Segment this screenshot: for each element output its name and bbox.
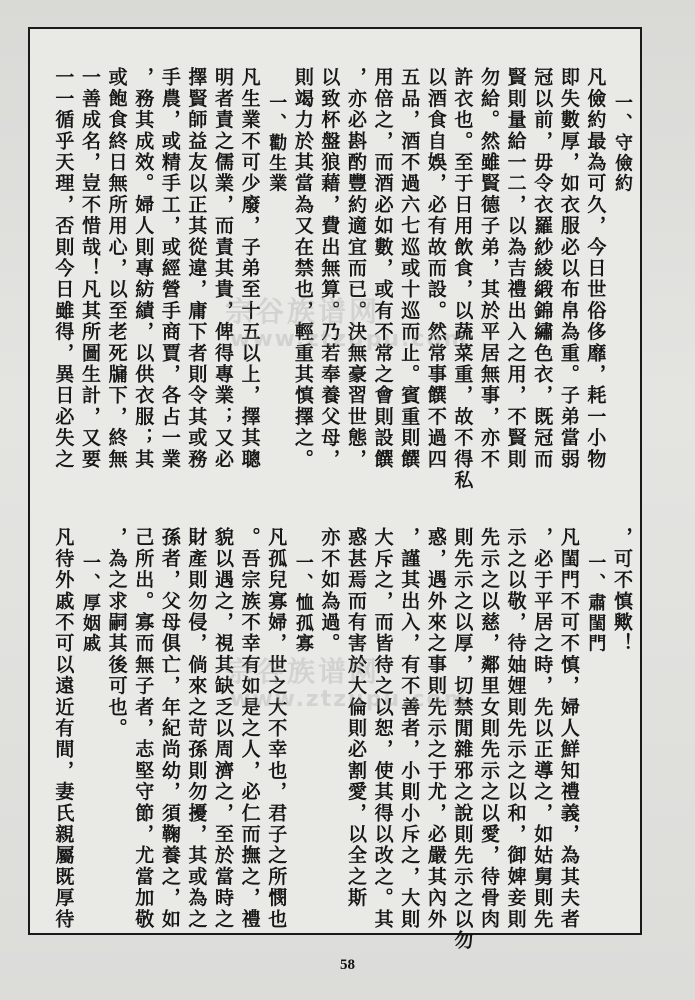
text-column: 冠以前，毋令衣羅紗綾緞錦繡色衣，既冠而 — [531, 67, 554, 470]
text-column: 以酒食自娛，必有故而設。然常事饌不過四 — [424, 67, 447, 470]
text-column: 以致杯盤狼藉，費出無算。乃若奉養父母， — [318, 67, 341, 470]
text-column: 凡孤兒寡婦，世之大不幸也，君子之所憫也 — [265, 527, 288, 930]
text-column: 用倍之，而酒必如數，或有不常之會則設饌 — [371, 67, 394, 470]
text-column: 即失數厚，如衣服必以布帛為重。子弟當弱 — [557, 67, 580, 470]
text-column: ，亦必斟酌豐約適宜而已。決無豪習世態， — [345, 67, 367, 470]
section-heading: 一、勸生業 — [266, 93, 288, 194]
text-column: 己所出。寡而無子者，志堅守節，尤當加敬 — [132, 527, 155, 930]
text-column: ，可不慎歟！ — [611, 527, 633, 655]
section-heading: 一、守儉約 — [612, 93, 633, 194]
text-column: ，必于平居之時，先以正導之，如姑舅則先 — [531, 527, 554, 930]
text-column: 勿給。然雖賢德子弟，其於平居無事，亦不 — [478, 67, 500, 470]
text-column: 惑甚焉而有害於大倫則必割愛，以全之斯 — [345, 527, 367, 909]
watermark-title: 宗谷族谱网 — [225, 295, 381, 328]
watermark-url: www.ztzupu.com — [230, 327, 469, 352]
text-column: 手農，或精手工，或經營手商賈，各占一業 — [158, 67, 181, 470]
upper-text-block — [30, 67, 640, 507]
text-column: 。吾宗族不幸有如是之人，必仁而撫之，禮 — [238, 527, 261, 930]
text-column: ，為之求嗣其後可也。 — [105, 527, 128, 739]
text-column: 示之以敬，待妯娌則先示之以和，御婢妾則 — [504, 527, 527, 930]
text-column: 貌以遇之，視其缺乏以周濟之，至於當時之 — [212, 527, 234, 930]
text-column: ，務其成效。婦人則專紡績，以供衣服；其 — [132, 67, 155, 470]
text-column: 則先示之以厚，切禁閒雜邪之說則先示之以勿 — [451, 527, 474, 951]
section-heading: 一、厚姻戚 — [80, 553, 101, 654]
page-number: 58 — [340, 957, 355, 973]
text-column: 財產則勿侵，倘來之苛孫則勿擾，其或為之 — [185, 527, 208, 930]
section-heading: 一、肅閨門 — [585, 553, 607, 654]
text-column: 凡閨門不可不慎，婦人鮮知禮義，為其夫者 — [557, 527, 580, 930]
text-column: 惑，遇外來之事則先示之于尤，必嚴其內外 — [424, 527, 447, 930]
text-column: 賢則量給一二，以為吉禮出入之用，不賢則 — [504, 67, 527, 470]
watermark-url: www.ztzupu.com — [230, 687, 469, 712]
lower-text-block — [30, 527, 640, 951]
text-column: 許衣也。至于日用飲食，以蔬菜重，故不得私 — [451, 67, 474, 491]
text-column: ，謹其出入，有不善者，小則小斥之，大則 — [398, 527, 421, 930]
text-column: 孫者，父母俱亡，年紀尚幼，須鞠養之，如 — [158, 527, 181, 930]
text-column: 則竭力於其當為又在禁也，輕重其慎擇之。 — [291, 67, 314, 470]
section-heading: 一、恤孤寡 — [292, 553, 314, 654]
text-frame — [28, 27, 642, 951]
text-column: 明者責之儒業，而責其貴，俾得專業；又必 — [212, 67, 234, 470]
text-column: 擇賢師益友以正其從違，庸下者則令其或務 — [185, 67, 208, 470]
text-column: 五品，酒不過六七巡或十巡而止。賓重則饌 — [398, 67, 421, 470]
text-column: 凡儉約最為可久，今日世俗侈靡，耗一小物 — [584, 67, 607, 470]
text-column: 一一循乎天理，否則今日雖得，異日必失之 — [52, 67, 75, 470]
text-column: 先示之以慈，鄰里女則先示之以愛，待骨肉 — [478, 527, 500, 930]
text-column: 大斥之，而皆待之以恕，使其得以改之。其 — [371, 527, 394, 930]
text-column: 凡待外戚不可以遠近有間，妻氏親屬既厚待 — [52, 527, 75, 930]
text-column: 亦不如為過。 — [318, 527, 341, 655]
text-column: 或飽食終日無所用心，以至老死牖下，終無 — [105, 67, 128, 470]
watermark-title: 宗谷族谱网 — [225, 655, 381, 688]
text-column: 一善成名，豈不惜哉！凡其所圖生計，又要 — [79, 67, 101, 470]
text-column: 凡生業不可少廢，子弟至十五以上，擇其聰 — [238, 67, 261, 470]
